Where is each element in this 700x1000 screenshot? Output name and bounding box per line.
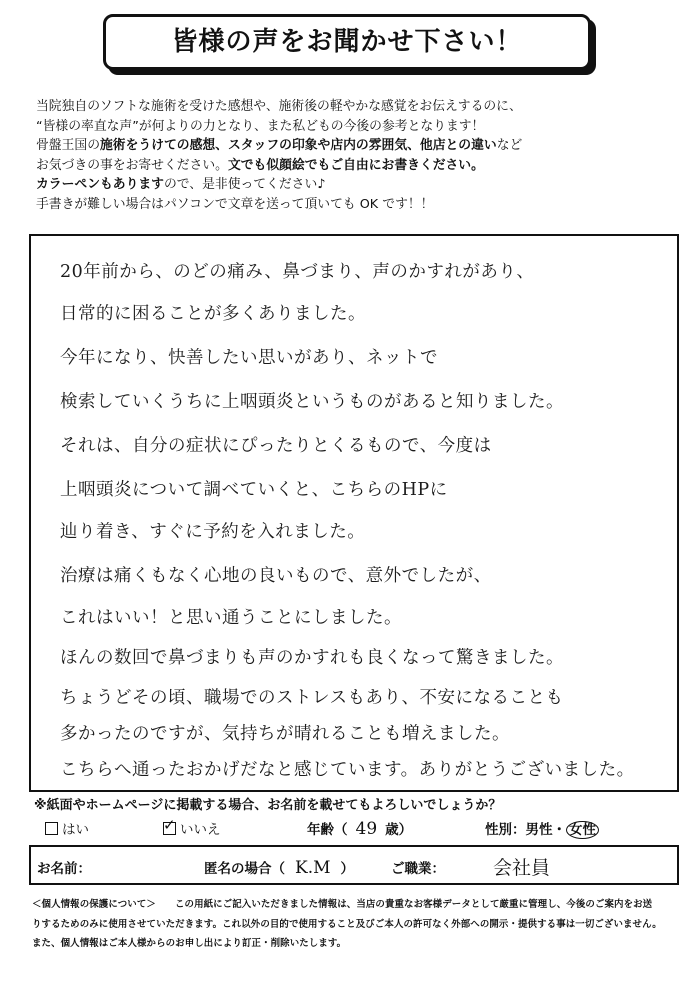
handwritten-line: これはいい！と思い通うことにしました。: [60, 608, 402, 628]
handwritten-line: 今年になり、快善したい思いがあり、ネットで: [60, 348, 438, 368]
job-label: ご職業：: [391, 861, 445, 877]
form-title: 皆様の声をお聞かせ下さい！: [103, 14, 591, 70]
privacy-line: ＜個人情報の保護について＞ この用紙にご記入いただきました情報は、当店の貴重なお客様データとして厳重に管理し、今後のご案内をお送: [32, 899, 653, 910]
intro-emphasis: カラーペンもあります: [36, 177, 164, 193]
handwritten-line: それは、自分の症状にぴったりとくるもので、今度は: [60, 436, 492, 456]
handwritten-line: 20年前から、のどの痛み、鼻づまり、声のかすれがあり、: [60, 262, 535, 282]
anonymous-field: [204, 857, 354, 878]
gender-field: [485, 818, 599, 838]
intro-line: [36, 156, 676, 176]
handwritten-line: 上咽頭炎について調べていくと、こちらのHPに: [60, 480, 448, 500]
handwritten-line: 治療は痛くもなく心地の良いもので、意外でしたが、: [60, 566, 492, 586]
intro-segment: ので、是非使ってください♪: [163, 177, 326, 193]
age-value[interactable]: 49: [355, 819, 378, 839]
name-label: お名前：: [37, 861, 91, 877]
name-row: [29, 845, 679, 885]
age-label: 年齢: [307, 822, 334, 838]
job-value[interactable]: 会社員: [493, 857, 551, 879]
intro-segment: など: [496, 138, 523, 154]
consent-yes-option[interactable]: [45, 818, 89, 838]
intro-emphasis: 施術をうけての感想、スタッフの印象や店内の雰囲気、他店との違い: [99, 138, 497, 154]
handwritten-line: こちらへ通ったおかげだなと感じています。ありがとうございました。: [60, 760, 635, 780]
handwritten-line: 多かったのですが、気持ちが晴れることも増えました。: [60, 724, 510, 744]
age-field: [307, 818, 412, 839]
consent-options: [45, 818, 665, 838]
handwritten-line: 検索していくうちに上咽頭炎というものがあると知りました。: [60, 392, 564, 412]
intro-line: “皆様の率直な声”が何よりの力となり、また私どもの今後の参考となります！: [36, 118, 485, 134]
handwritten-line: ほんの数回で鼻づまりも声のかすれも良くなって驚きました。: [60, 648, 564, 668]
intro-segment: 骨盤王国の: [36, 138, 100, 154]
intro-text: [36, 97, 676, 215]
consent-no-option[interactable]: [163, 818, 221, 838]
anonymous-close: ）: [340, 861, 355, 877]
intro-emphasis: 文でも似顔絵でもご自由にお書きください。: [227, 157, 484, 173]
no-label: いいえ: [180, 822, 221, 838]
privacy-line: また、個人情報はご本人様からのお申し出により訂正・削除いたします。: [32, 938, 347, 949]
handwritten-line: 辿り着き、すぐに予約を入れました。: [60, 522, 366, 542]
gender-dot: ・: [552, 822, 566, 838]
yes-label: はい: [62, 822, 89, 838]
age-close: 歳）: [385, 822, 413, 838]
privacy-line: りするためのみに使用させていただきます。これ以外の目的で使用すること及びご本人の許可なく外部への開示・提供する事は一切ございません。: [32, 918, 662, 930]
anonymous-value[interactable]: K.M: [295, 858, 331, 878]
intro-segment: お気づきの事をお寄せください。: [36, 157, 228, 173]
intro-line: [36, 136, 676, 156]
privacy-notice: [32, 895, 682, 954]
intro-line: [36, 175, 676, 195]
anonymous-label: 匿名の場合（: [204, 861, 285, 877]
gender-label: 性別：: [485, 822, 526, 838]
consent-question: ※紙面やホームページに掲載する場合、お名前を載せてもよろしいでしょうか？: [34, 798, 502, 813]
no-checkbox[interactable]: [163, 822, 176, 835]
yes-checkbox[interactable]: [45, 822, 58, 835]
age-open: （: [334, 822, 348, 838]
gender-female-selected[interactable]: 女性: [566, 821, 599, 839]
handwritten-line: 日常的に困ることが多くありました。: [60, 304, 366, 324]
intro-line: 当院独自のソフトな施術を受けた感想や、施術後の軽やかな感覚をお伝えするのに、: [36, 99, 522, 114]
intro-line: 手書きが難しい場合はパソコンで文章を送って頂いても OK です！！: [36, 196, 434, 212]
gender-male[interactable]: 男性: [525, 822, 553, 838]
handwritten-line: ちょうどその頃、職場でのストレスもあり、不安になることも: [60, 688, 564, 708]
